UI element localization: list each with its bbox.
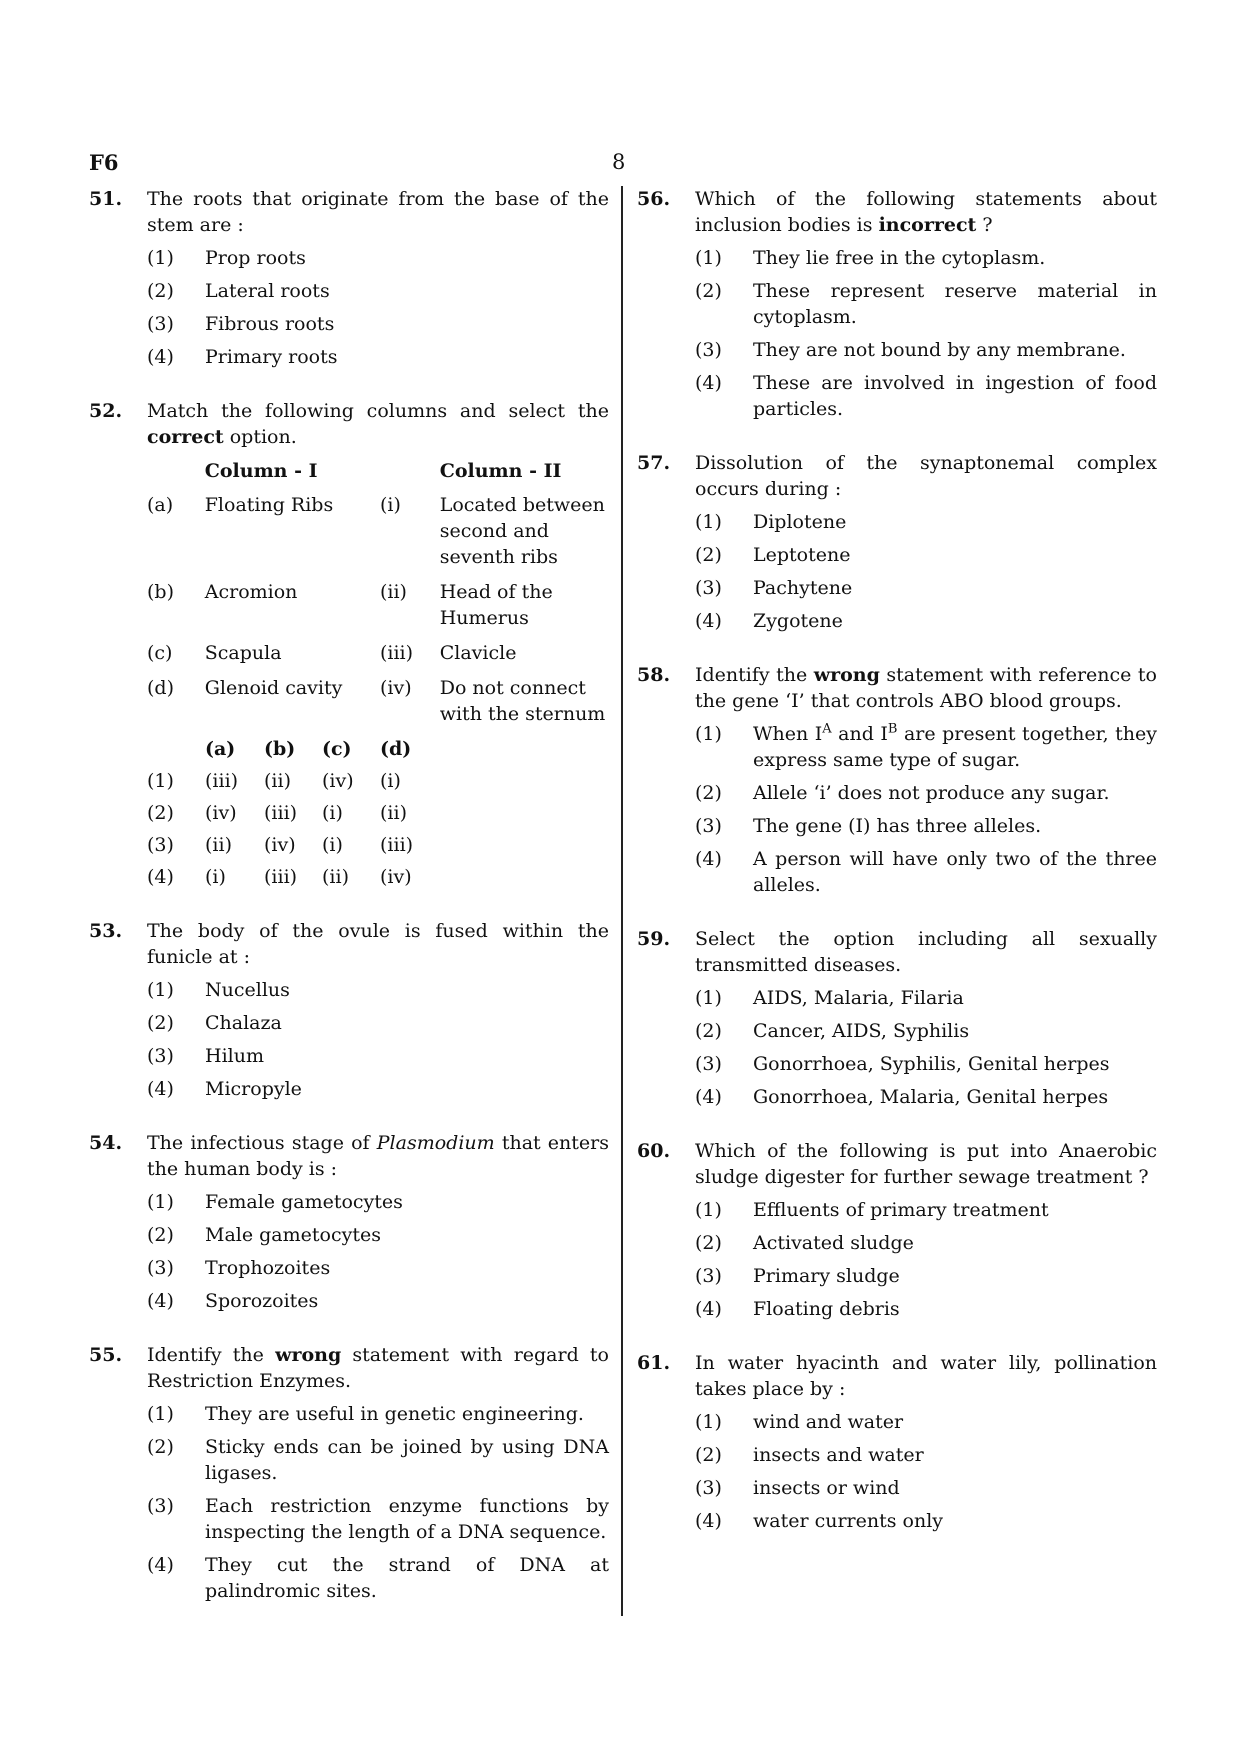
option [147,1189,609,1215]
option-text: They cut the strand of DNA at palindromic sites. [205,1554,609,1602]
option-text: Prop roots [205,247,306,269]
option-text: Diplotene [753,511,847,533]
option [695,575,1157,601]
option [695,1051,1157,1077]
option-number: (3) [695,577,722,599]
option [147,1552,609,1604]
option-text: Leptotene [753,544,851,566]
option-text: Hilum [205,1045,264,1067]
option-text: water currents only [753,1510,944,1532]
option [695,245,1157,271]
option [695,278,1157,330]
option-text: A person will have only two of the three alleles. [753,848,1157,896]
option-text: They are useful in genetic engineering. [205,1403,584,1425]
option-number: (2) [695,1232,722,1254]
option-text: Male gametocytes [205,1224,381,1246]
option [147,1076,609,1102]
option [147,278,609,304]
answer-row: (1) (iii) (ii) (iv) (i) [147,770,401,792]
question-number: 59. [637,928,671,950]
option-text: Nucellus [205,979,290,1001]
match-row: (c) Scapula (iii) Clavicle [147,642,517,664]
answer-row: (4) (i) (iii) (ii) (iv) [147,866,412,888]
option-text: Each restriction enzyme functions by inspecting the length of a DNA sequence. [205,1495,609,1543]
match-table [147,458,609,890]
option-text: Female gametocytes [205,1191,403,1213]
question-53 [89,918,609,1102]
option-number: (1) [695,1199,722,1221]
option-number: (2) [147,1224,174,1246]
option-number: (2) [695,1020,722,1042]
option-number: (4) [147,346,174,368]
option-number: (4) [147,1078,174,1100]
question-52 [89,398,609,890]
option-number: (4) [695,1510,722,1532]
question-text: Identify the wrong statement with reference to the gene ‘I’ that controls ABO blood groups. [695,664,1157,712]
option-number: (3) [695,815,722,837]
option-number: (1) [147,979,174,1001]
option [147,311,609,337]
option-number: (2) [695,782,722,804]
match-row: (b) Acromion (ii) Head of the Humerus [147,581,553,629]
option-number: (4) [147,1290,174,1312]
option [695,608,1157,634]
option-number: (1) [695,511,722,533]
option-number: (1) [147,247,174,269]
question-text: The roots that originate from the base of the stem are : [147,188,609,236]
option-number: (3) [695,1477,722,1499]
option-text: Micropyle [205,1078,302,1100]
option [147,245,609,271]
option-number: (4) [147,1554,174,1576]
question-number: 60. [637,1140,671,1162]
option-number: (1) [695,247,722,269]
option-number: (3) [147,1495,174,1517]
option [147,1010,609,1036]
option [695,1084,1157,1110]
option [147,1222,609,1248]
option-number: (3) [695,1265,722,1287]
question-number: 57. [637,452,671,474]
option-text: Effluents of primary treatment [753,1199,1049,1221]
option-number: (4) [695,372,722,394]
option-text: AIDS, Malaria, Filaria [753,987,964,1009]
question-54 [89,1130,609,1314]
option [695,1508,1157,1534]
option-text: insects and water [753,1444,924,1466]
option [695,509,1157,535]
question-text: Match the following columns and select the correct option. [147,400,609,448]
option [147,977,609,1003]
option [695,1263,1157,1289]
option-number: (4) [695,610,722,632]
option-text: The gene (I) has three alleles. [753,815,1042,837]
option-text: They lie free in the cytoplasm. [753,247,1046,269]
question-number: 54. [89,1132,123,1154]
option [695,721,1157,773]
question-text: Select the option including all sexually transmitted diseases. [695,928,1157,976]
option-text: They are not bound by any membrane. [753,339,1126,361]
option [695,1230,1157,1256]
option [695,1442,1157,1468]
option-number: (2) [695,544,722,566]
question-61 [637,1350,1157,1534]
left-column [89,186,609,1632]
match-row: (d) Glenoid cavity (iv) Do not connect with the sternum [147,677,606,725]
option-number: (4) [695,848,722,870]
question-text: The infectious stage of Plasmodium that enters the human body is : [147,1132,610,1180]
option-number: (4) [695,1086,722,1108]
option [695,1475,1157,1501]
option-text: Cancer, AIDS, Syphilis [753,1020,970,1042]
option [695,1197,1157,1223]
match-row: (a) Floating Ribs (i) Located between second and seventh ribs [147,494,605,568]
option [695,542,1157,568]
option [695,1296,1157,1322]
question-text: Which of the following is put into Anaerobic sludge digester for further sewage treatment ? [695,1140,1157,1188]
option [147,1043,609,1069]
question-56 [637,186,1157,422]
option-text: Activated sludge [753,1232,914,1254]
question-60 [637,1138,1157,1322]
option-text: Primary sludge [753,1265,900,1287]
option [695,780,1157,806]
option-text: Gonorrhoea, Syphilis, Genital herpes [753,1053,1110,1075]
option-number: (3) [695,1053,722,1075]
option-text: Trophozoites [205,1257,331,1279]
question-number: 61. [637,1352,671,1374]
option [147,344,609,370]
question-text: Dissolution of the synaptonemal complex occurs during : [695,452,1157,500]
option [147,1255,609,1281]
option-number: (1) [147,1191,174,1213]
question-58 [637,662,1157,898]
option-number: (2) [147,1436,174,1458]
option [695,337,1157,363]
right-column [637,186,1157,1562]
question-text: The body of the ovule is fused within the funicle at : [147,920,609,968]
question-text: In water hyacinth and water lily, pollination takes place by : [695,1352,1157,1400]
column-divider [621,186,623,1616]
question-55 [89,1342,609,1604]
question-text: Identify the wrong statement with regard to Restriction Enzymes. [147,1344,609,1392]
question-text: Which of the following statements about inclusion bodies is incorrect ? [695,188,1157,236]
option-text: Chalaza [205,1012,282,1034]
option-number: (3) [147,313,174,335]
option-text: Lateral roots [205,280,330,302]
option-number: (2) [695,1444,722,1466]
option-text: Zygotene [753,610,843,632]
question-number: 56. [637,188,671,210]
option-number: (1) [695,987,722,1009]
option-text: Fibrous roots [205,313,335,335]
answer-row: (3) (ii) (iv) (i) (iii) [147,834,414,856]
option [695,1018,1157,1044]
option-text: Primary roots [205,346,338,368]
option-number: (3) [695,339,722,361]
option-number: (1) [695,723,722,745]
option [695,813,1157,839]
question-number: 58. [637,664,671,686]
question-number: 52. [89,400,123,422]
option [147,1434,609,1486]
option [695,370,1157,422]
option-text: Sticky ends can be joined by using DNA ligases. [205,1436,609,1484]
option-text: insects or wind [753,1477,900,1499]
answer-header: (a) (b) (c) (d) [205,738,412,760]
option-text: When $I^A$ and $I^B$ are present together, they express same type of sugar. [753,721,1157,771]
option [695,1409,1157,1435]
option-text: These represent reserve material in cytoplasm. [753,280,1157,328]
question-number: 53. [89,920,123,942]
option-number: (1) [695,1411,722,1433]
option [147,1401,609,1427]
option-text: Gonorrhoea, Malaria, Genital herpes [753,1086,1109,1108]
option-number: (2) [147,280,174,302]
option [695,985,1157,1011]
option-number: (4) [695,1298,722,1320]
page-code: F6 [89,150,119,175]
question-number: 55. [89,1344,123,1366]
option-text: wind and water [753,1411,904,1433]
option-number: (3) [147,1045,174,1067]
option-text: Sporozoites [205,1290,319,1312]
option-text: Allele ‘i’ does not produce any sugar. [753,782,1110,804]
page-number: 8 [612,150,626,174]
question-number: 51. [89,188,123,210]
option-text: These are involved in ingestion of food particles. [753,372,1157,420]
option-number: (2) [695,280,722,302]
option-number: (1) [147,1403,174,1425]
match-header: Column - I Column - II [204,460,562,482]
option-number: (3) [147,1257,174,1279]
question-59 [637,926,1157,1110]
answer-row: (2) (iv) (iii) (i) (ii) [147,802,407,824]
option-number: (2) [147,1012,174,1034]
option [147,1493,609,1545]
option [695,846,1157,898]
option-text: Floating debris [753,1298,900,1320]
option-text: Pachytene [753,577,853,599]
question-51 [89,186,609,370]
option [147,1288,609,1314]
question-57 [637,450,1157,634]
